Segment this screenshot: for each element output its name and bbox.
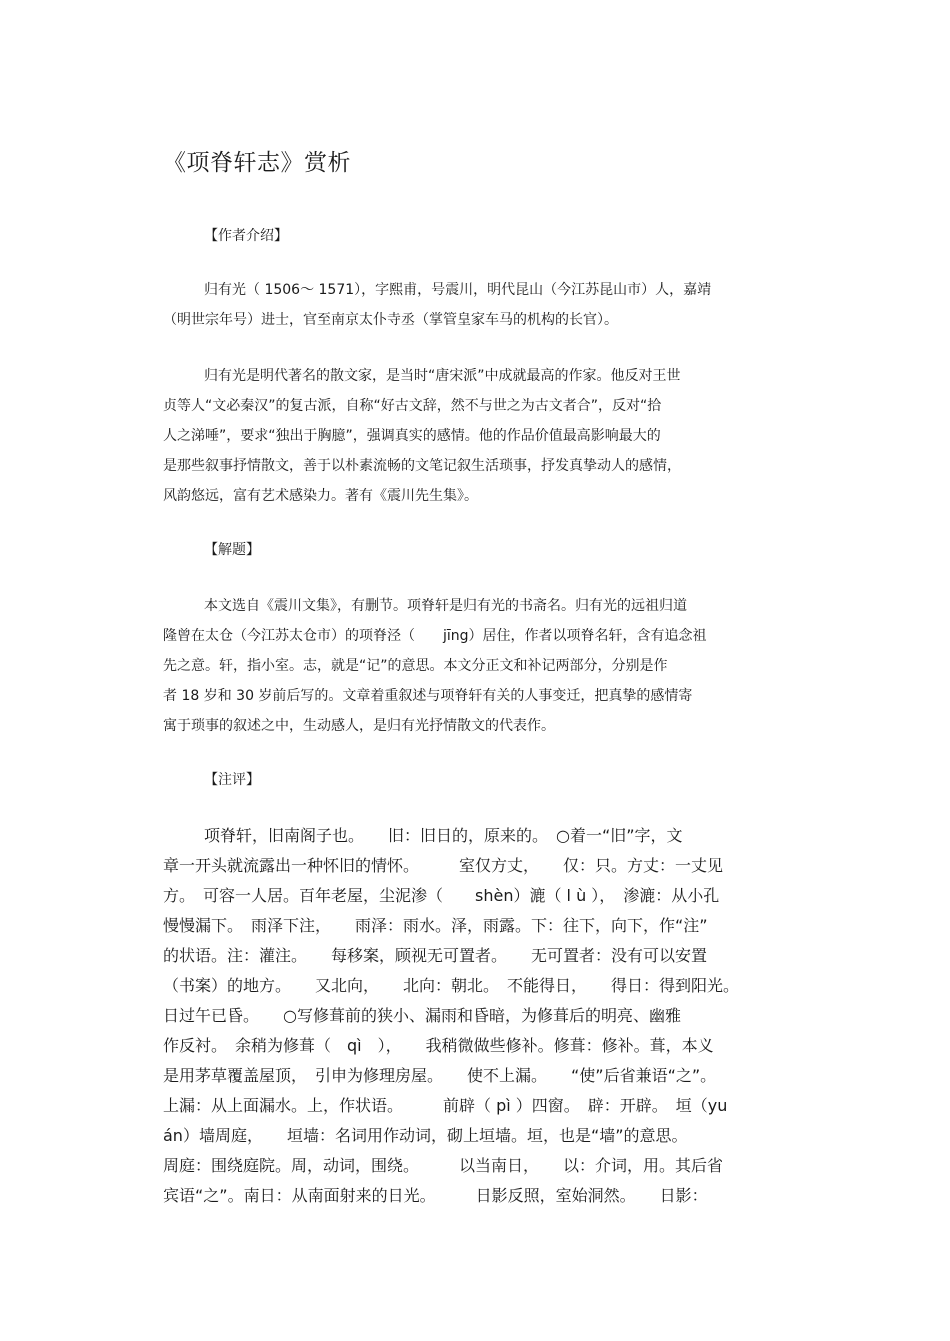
notes-line: 日过午已昏。 ○写修葺前的狭小、漏雨和昏暗，为修葺后的明亮、幽雅 [163,1006,681,1025]
explain-para-line: 隆曾在太仓（今江苏太仓市）的项脊泾（ jīng）居住，作者以项脊名轩，含有追念祖 [163,628,707,644]
author-para2-line: 人之涕唾”，要求“独出于胸臆”，强调真实的感情。他的作品价值最高影响最大的 [163,428,661,444]
author-para1-line: 归有光（ 1506～ 1571），字熙甫，号震川，明代昆山（今江苏昆山市）人，嘉靖 [204,282,712,298]
author-para2-line: 归有光是明代著名的散文家，是当时“唐宋派”中成就最高的作家。他反对王世 [204,368,681,384]
notes-line: 方。 可容一人居。百年老屋，尘泥渗（ shèn）漉（ l ù ）， 渗漉：从小孔 [163,886,720,905]
notes-line: 周庭：围绕庭院。周，动词，围绕。 以当南日， 以：介词，用。其后省 [163,1156,724,1175]
explain-para-line: 寓于琐事的叙述之中，生动感人，是归有光抒情散文的代表作。 [163,718,555,734]
notes-line: 作反衬。 余稍为修葺（ qì ）， 我稍微做些修补。修葺：修补。葺，本义 [163,1036,714,1055]
author-para2-line: 风韵悠远，富有艺术感染力。著有《震川先生集》。 [163,488,478,504]
explain-para-line: 者 18 岁和 30 岁前后写的。文章着重叙述与项脊轩有关的人事变迁，把真挚的感情寄 [163,688,693,704]
notes-line: án）墙周庭， 垣墙：名词用作动词，砌上垣墙。垣，也是“墙”的意思。 [163,1126,688,1145]
notes-line: 的状语。注：灌注。 每移案，顾视无可置者。 无可置者：没有可以安置 [163,946,708,965]
notes-line: 宾语“之”。南日：从南面射来的日光。 日影反照，室始洞然。 日影： [163,1186,708,1205]
notes-line: 上漏：从上面漏水。上，作状语。 前辟（ pì ）四窗。 辟：开辟。 垣（yu [163,1096,728,1115]
explain-heading: 【解题】 [204,542,260,558]
explain-para-line: 本文选自《震川文集》，有删节。项脊轩是归有光的书斋名。归有光的远祖归道 [204,598,687,614]
notes-line: （书案）的地方。 又北向， 北向：朝北。 不能得日， 得日：得到阳光。 [163,976,740,995]
notes-line: 项脊轩，旧南阁子也。 旧：旧日的，原来的。 ○着一“旧”字，文 [204,826,683,845]
author-para2-line: 是那些叙事抒情散文，善于以朴素流畅的文笔记叙生活琐事，抒发真挚动人的感情， [163,458,681,474]
notes-heading: 【注评】 [204,772,260,788]
notes-line: 是用茅草覆盖屋顶， 引申为修理房屋。 使不上漏。 “使”后省兼语“之”。 [163,1066,717,1085]
author-para2-line: 贞等人“文必秦汉”的复古派，自称“好古文辞，然不与世之为古文者合”，反对“拾 [163,398,662,414]
author-para1-line: （明世宗年号）进士，官至南京太仆寺丞（掌管皇家车马的机构的长官）。 [163,312,618,328]
author-heading: 【作者介绍】 [204,228,288,244]
explain-para-line: 先之意。轩，指小室。志，就是“记”的意思。本文分正文和补记两部分，分别是作 [163,658,668,674]
notes-line: 慢慢漏下。 雨泽下注， 雨泽：雨水。泽，雨露。下：往下，向下，作“注” [163,916,708,935]
notes-line: 章一开头就流露出一种怀旧的情怀。 室仅方丈， 仅：只。方丈：一丈见 [163,856,724,875]
page-title: 《项脊轩志》赏析 [163,150,351,176]
